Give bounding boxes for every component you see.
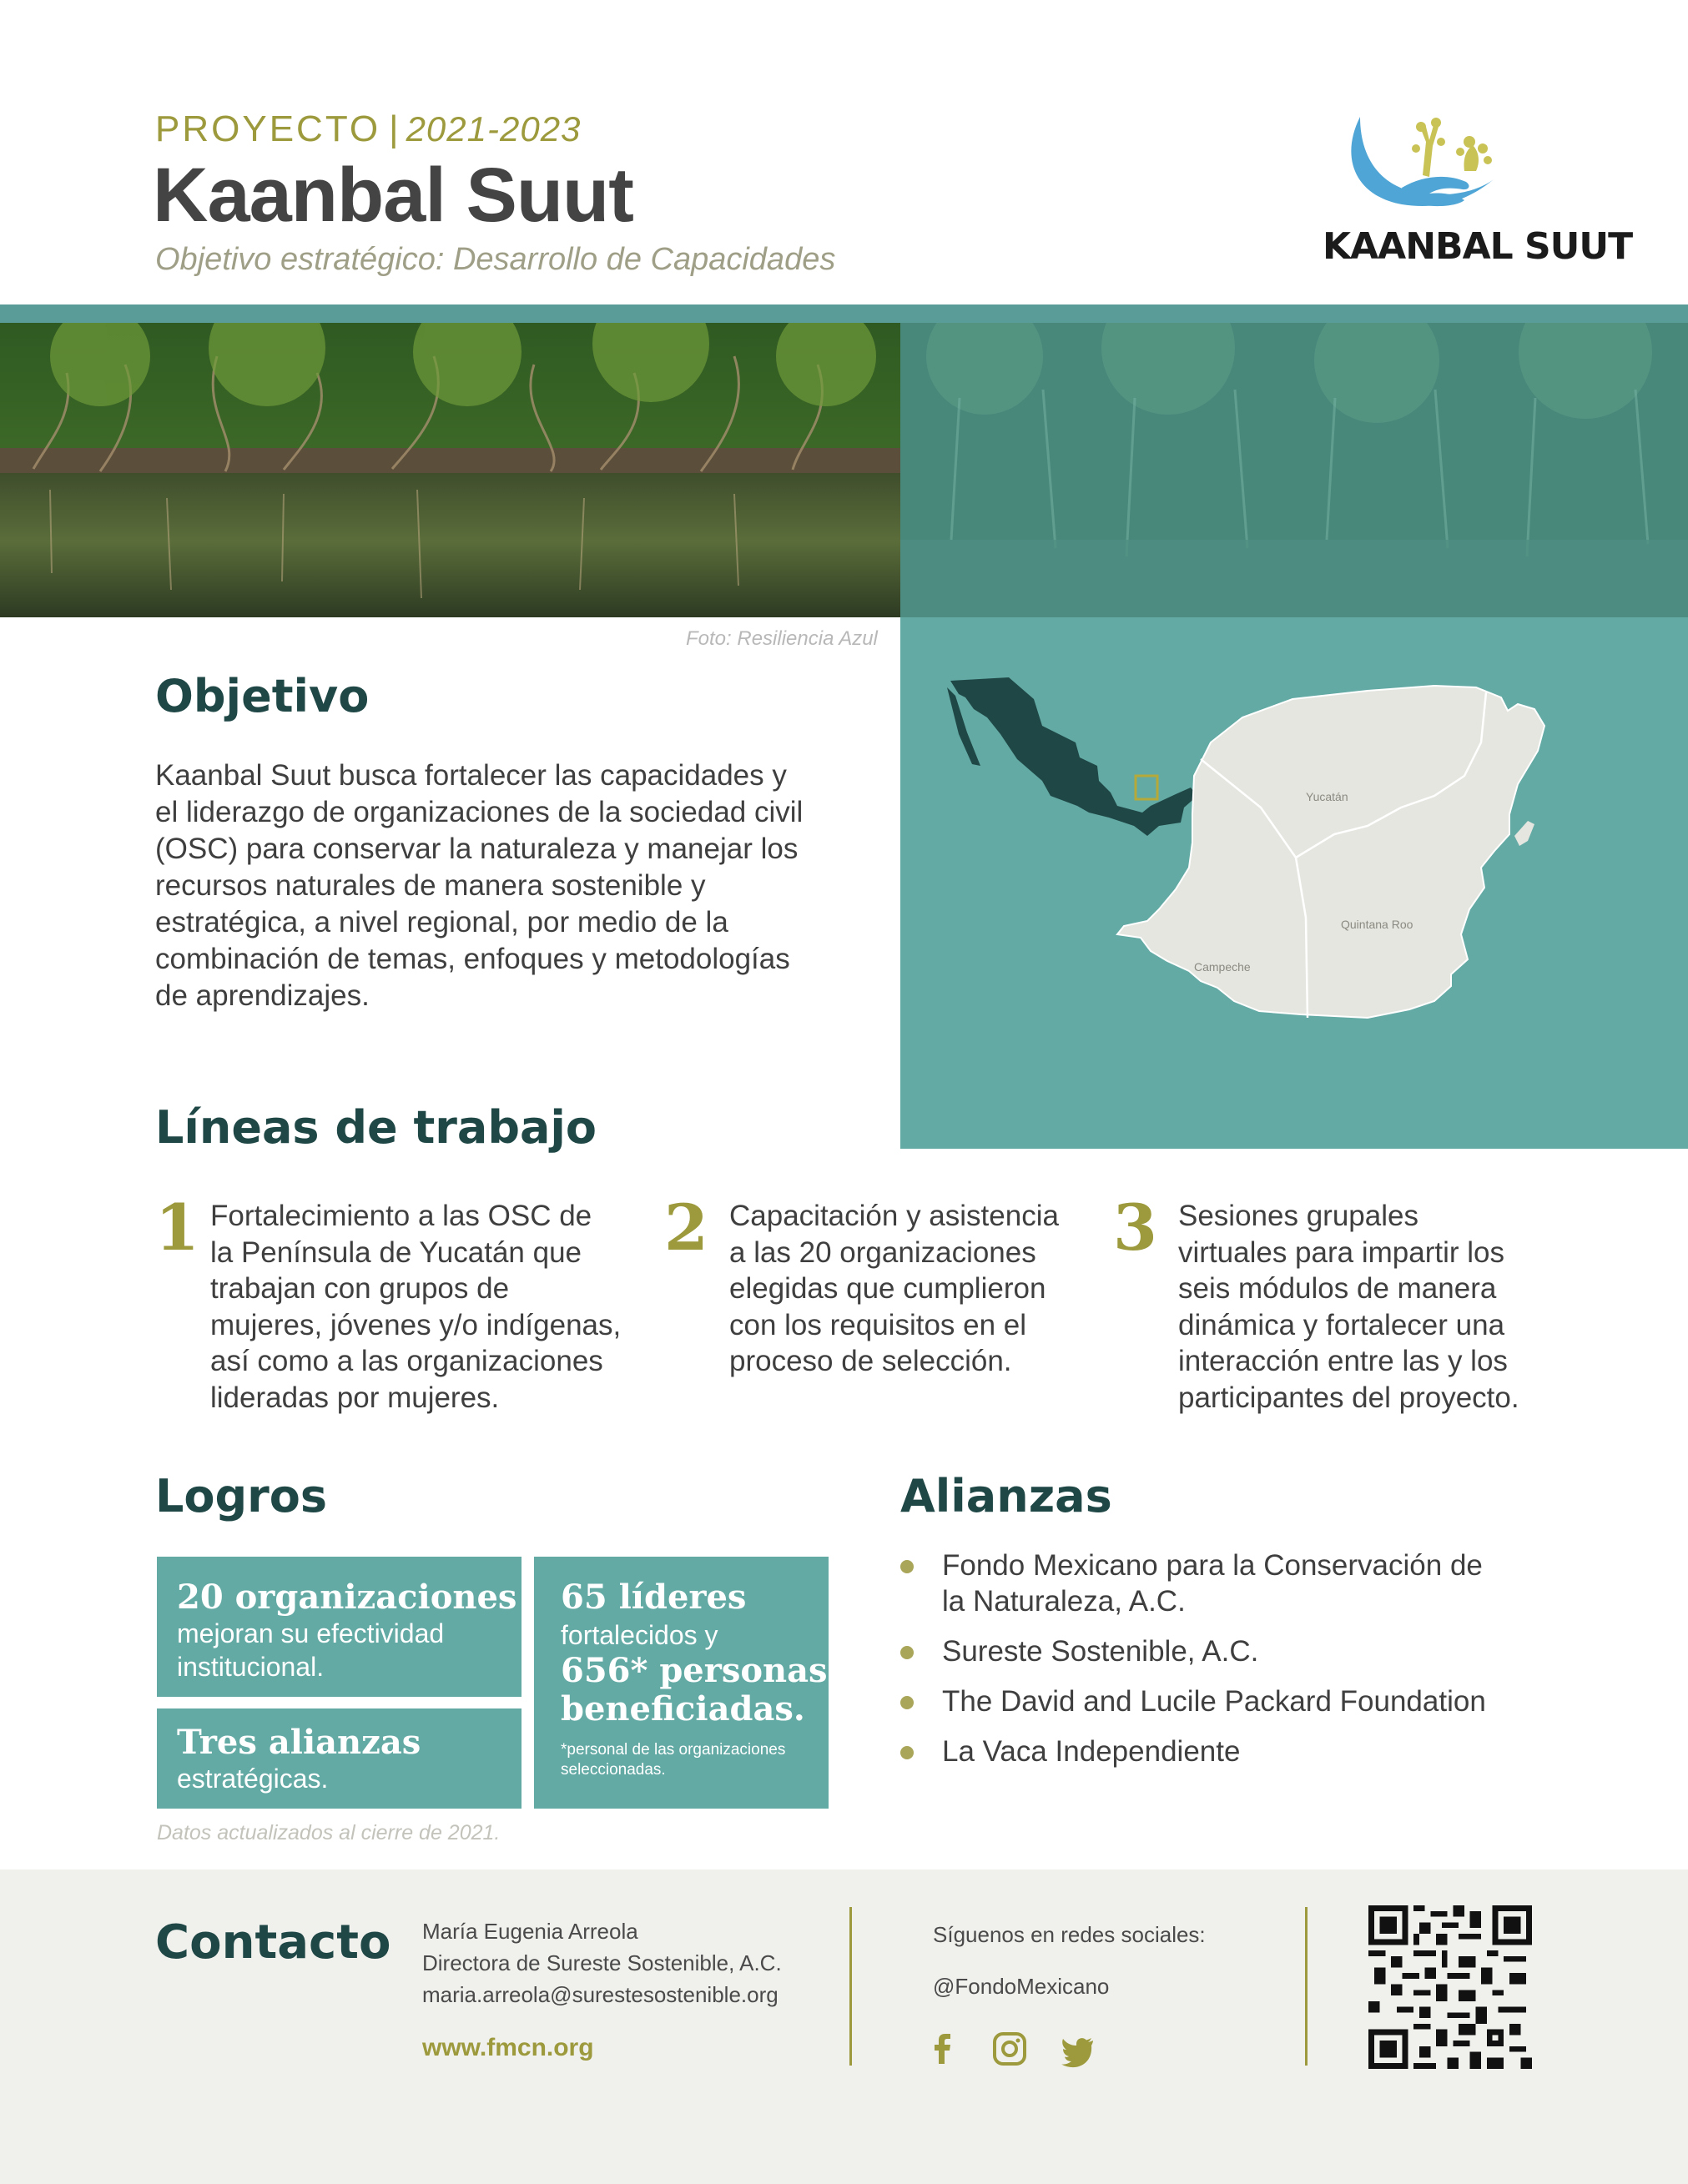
map-label-yucatan: Yucatán	[1306, 790, 1348, 803]
objetivo-line: de aprendizajes.	[155, 979, 370, 1012]
objetivo-heading: Objetivo	[155, 670, 370, 722]
line-item-text: trabajan con grupos de	[210, 1272, 510, 1305]
line-item-text: Capacitación y asistencia	[729, 1200, 1059, 1232]
bullet-icon	[900, 1560, 914, 1573]
line-item-text: la Península de Yucatán que	[210, 1235, 582, 1269]
photo-credit: Foto: Resiliencia Azul	[686, 627, 878, 650]
logro-strong: 65 líderes	[561, 1578, 747, 1617]
line-number-2: 2	[664, 1190, 708, 1265]
peninsula-marker-box	[1136, 776, 1157, 799]
map-label-quintana-roo: Quintana Roo	[1341, 918, 1413, 931]
line-number-1: 1	[155, 1190, 199, 1265]
objetivo-line: (OSC) para conservar la naturaleza y manejar los	[155, 833, 799, 865]
logro-light: fortalecidos y	[561, 1620, 718, 1650]
line-item-text: seis módulos de manera	[1178, 1272, 1497, 1305]
yucatan-map	[900, 617, 1688, 1149]
logro-footnote: seleccionadas.	[561, 1761, 666, 1779]
contact-role: Directora de Sureste Sostenible, A.C.	[422, 1950, 782, 1975]
facebook-icon[interactable]	[925, 2031, 961, 2067]
line-item-text: elegidas que cumplieron	[729, 1272, 1046, 1305]
logro-strong: 656* personas	[561, 1651, 828, 1690]
objetivo-paragraph	[155, 757, 839, 1014]
objetivo-line: recursos naturales de manera sostenible y	[155, 869, 706, 902]
alianzas-heading: Alianzas	[900, 1470, 1112, 1522]
alianza-item	[900, 1547, 1585, 1619]
social-handle[interactable]: @FondoMexicano	[933, 1974, 1110, 1999]
lineas-heading: Líneas de trabajo	[155, 1101, 597, 1154]
cozumel-island	[1514, 821, 1534, 846]
mexico-silhouette	[947, 677, 1197, 836]
line-number-3: 3	[1113, 1190, 1157, 1265]
line-item-text: participantes del proyecto.	[1178, 1381, 1519, 1414]
line-item-3	[1178, 1198, 1587, 1416]
website-link[interactable]: www.fmcn.org	[422, 2034, 594, 2061]
logros-heading: Logros	[155, 1470, 328, 1522]
line-item-text: Sesiones grupales	[1178, 1200, 1418, 1232]
contact-email[interactable]: maria.arreola@surestesostenible.org	[422, 1982, 778, 2007]
line-item-text: Fortalecimiento a las OSC de	[210, 1200, 592, 1232]
alianzas-list	[900, 1547, 1585, 1784]
kicker-label: PROYECTO	[155, 108, 381, 149]
logo-wordmark: KAANBAL SUUT	[1323, 225, 1633, 268]
objetivo-line: el liderazgo de organizaciones de la sociedad civil	[155, 796, 804, 828]
logro-strong: 20 organizaciones	[177, 1578, 517, 1617]
line-item-text: virtuales para impartir los	[1178, 1235, 1504, 1269]
social-label: Síguenos en redes sociales:	[933, 1922, 1206, 1947]
data-updated-note: Datos actualizados al cierre de 2021.	[157, 1821, 501, 1844]
footer-divider	[849, 1907, 852, 2066]
line-item-text: así como a las organizaciones	[210, 1345, 603, 1377]
line-item-1	[210, 1198, 644, 1416]
logro-strong: Tres alianzas	[177, 1723, 421, 1762]
alianza-text: la Naturaleza, A.C.	[942, 1585, 1186, 1618]
bullet-icon	[900, 1646, 914, 1659]
line-item-text: con los requisitos en el	[729, 1308, 1027, 1341]
alianza-text: The David and Lucile Packard Foundation	[942, 1685, 1486, 1718]
line-item-text: a las 20 organizaciones	[729, 1235, 1036, 1269]
alianza-text: Sureste Sostenible, A.C.	[942, 1635, 1259, 1668]
logro-light: mejoran su efectividad	[177, 1618, 445, 1648]
objetivo-line: combinación de temas, enfoques y metodologías	[155, 943, 790, 975]
mangrove-photo	[0, 323, 1688, 617]
alianza-item	[900, 1683, 1585, 1719]
logro-strong: beneficiadas.	[561, 1689, 805, 1729]
page-title: Kaanbal Suut	[153, 153, 633, 238]
logro-light: estratégicas.	[177, 1764, 329, 1794]
project-kicker	[155, 108, 581, 150]
qr-code[interactable]	[1368, 1905, 1532, 2069]
contact-name: María Eugenia Arreola	[422, 1919, 638, 1944]
kicker-separator: |	[389, 108, 401, 149]
logro-box-alianzas	[157, 1708, 522, 1809]
logro-box-organizaciones	[157, 1557, 522, 1697]
map-label-campeche: Campeche	[1194, 960, 1251, 974]
alianza-item	[900, 1633, 1585, 1669]
logro-light: institucional.	[177, 1652, 325, 1682]
alianza-text: La Vaca Independiente	[942, 1735, 1241, 1768]
alianza-item	[900, 1734, 1585, 1769]
alianza-text: Fondo Mexicano para la Conservación de	[942, 1549, 1483, 1582]
bullet-icon	[900, 1696, 914, 1709]
contacto-heading: Contacto	[155, 1915, 391, 1970]
line-item-text: dinámica y fortalecer una	[1178, 1308, 1505, 1341]
peninsula-landmass	[1117, 686, 1544, 1018]
objetivo-line: estratégica, a nivel regional, por medio de la	[155, 906, 728, 939]
bullet-icon	[900, 1746, 914, 1759]
project-years: 2021-2023	[406, 109, 582, 148]
line-item-2	[729, 1198, 1096, 1380]
footer-divider	[1305, 1907, 1308, 2066]
line-item-text: interacción entre las y los	[1178, 1345, 1508, 1377]
instagram-icon[interactable]	[991, 2031, 1028, 2067]
twitter-icon[interactable]	[1060, 2032, 1096, 2069]
line-item-text: lideradas por mujeres.	[210, 1381, 500, 1414]
header-band	[0, 304, 1688, 323]
objetivo-line: Kaanbal Suut busca fortalecer las capacidades y	[155, 759, 787, 792]
logro-footnote: *personal de las organizaciones	[561, 1741, 786, 1759]
logro-box-lideres	[534, 1557, 829, 1809]
page-subtitle: Objetivo estratégico: Desarrollo de Capacidades	[155, 242, 836, 277]
line-item-text: proceso de selección.	[729, 1345, 1012, 1377]
line-item-text: mujeres, jóvenes y/o indígenas,	[210, 1308, 622, 1341]
